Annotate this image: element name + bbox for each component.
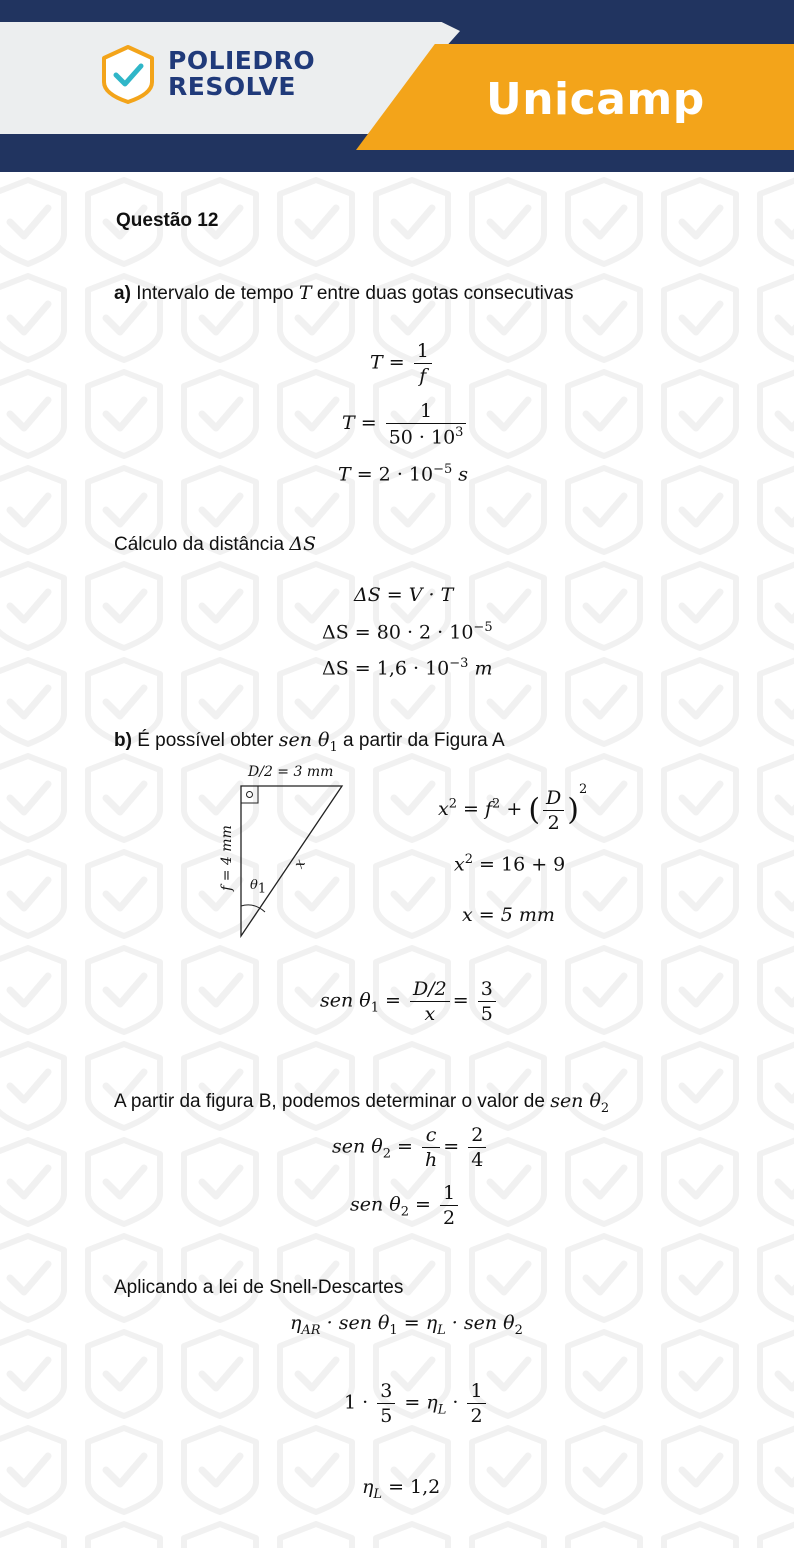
equation-sine-theta2-result: sen $\theta_2$ = $\frac{1}{2}$ bbox=[350, 1182, 461, 1229]
equation-pythagoras: $x^2 = f^2$ + ( $\frac{D}{2}$ )$^2$ bbox=[438, 782, 588, 834]
question-title: Questão 12 bbox=[116, 210, 219, 231]
figure-a-triangle bbox=[218, 760, 352, 950]
figure-hypotenuse-label: x bbox=[291, 856, 309, 872]
figure-side-label: f = 4 mm bbox=[218, 825, 235, 891]
equation-snell-law: $\eta_{AR}$ · sen $\theta_1 = \eta_L$ · sen $\theta_2$ bbox=[290, 1312, 523, 1338]
equation-distance-result: $\Delta S = 1,6 \cdot 10^{-3}$ m bbox=[322, 656, 493, 680]
equation-sine-theta2: sen $\theta_2$ = $\frac{c}{h}$ = $\frac{2}{4}$ bbox=[332, 1124, 489, 1171]
distance-heading: Cálculo da distância ΔS bbox=[114, 533, 317, 555]
page-header bbox=[0, 0, 794, 172]
equation-period-value: T = $\frac{1}{50 \cdot 10^3}$ bbox=[342, 400, 469, 448]
part-a-heading: a) Intervalo de tempo T entre duas gotas consecutivas bbox=[114, 282, 574, 304]
brand-logo-text: POLIEDRO RESOLVE bbox=[168, 46, 316, 101]
snell-heading: Aplicando a lei de Snell-Descartes bbox=[114, 1277, 404, 1298]
equation-distance-values: $\Delta S = 80 \cdot 2 \cdot 10^{-5}$ bbox=[322, 620, 493, 644]
figure-b-heading: A partir da figura B, podemos determinar o valor de sen $\theta_2$ bbox=[114, 1090, 610, 1116]
equation-refractive-index-result: $\eta_L = 1,2$ bbox=[362, 1476, 441, 1502]
poliedro-check-logo-icon bbox=[100, 44, 156, 104]
figure-top-label: D/2 = 3 mm bbox=[248, 764, 334, 780]
equation-distance: ΔS = V · T bbox=[354, 584, 454, 606]
equation-sine-theta1: sen $\theta_1$ = $\frac{D/2}{x}$ = $\frac{3}{5}$ bbox=[320, 978, 499, 1025]
equation-period: T = $\frac{1}{f}$ bbox=[370, 340, 435, 387]
triangle-diagram bbox=[222, 760, 352, 950]
part-b-heading: b) É possível obter sen $\theta_1$ a partir da Figura A bbox=[114, 729, 505, 755]
equation-hypotenuse: x = 5 mm bbox=[462, 904, 555, 926]
equation-snell-values: 1 · $\frac{3}{5}$ = $\eta_L$ · $\frac{1}{2}$ bbox=[344, 1380, 489, 1427]
figure-angle-label: $\theta_1$ bbox=[250, 878, 267, 897]
exam-name: Unicamp bbox=[486, 74, 705, 125]
equation-period-result: $T = 2 \cdot 10^{-5}$ s bbox=[338, 462, 469, 486]
equation-pythagoras-values: $x^2 = 16 + 9$ bbox=[454, 852, 566, 876]
